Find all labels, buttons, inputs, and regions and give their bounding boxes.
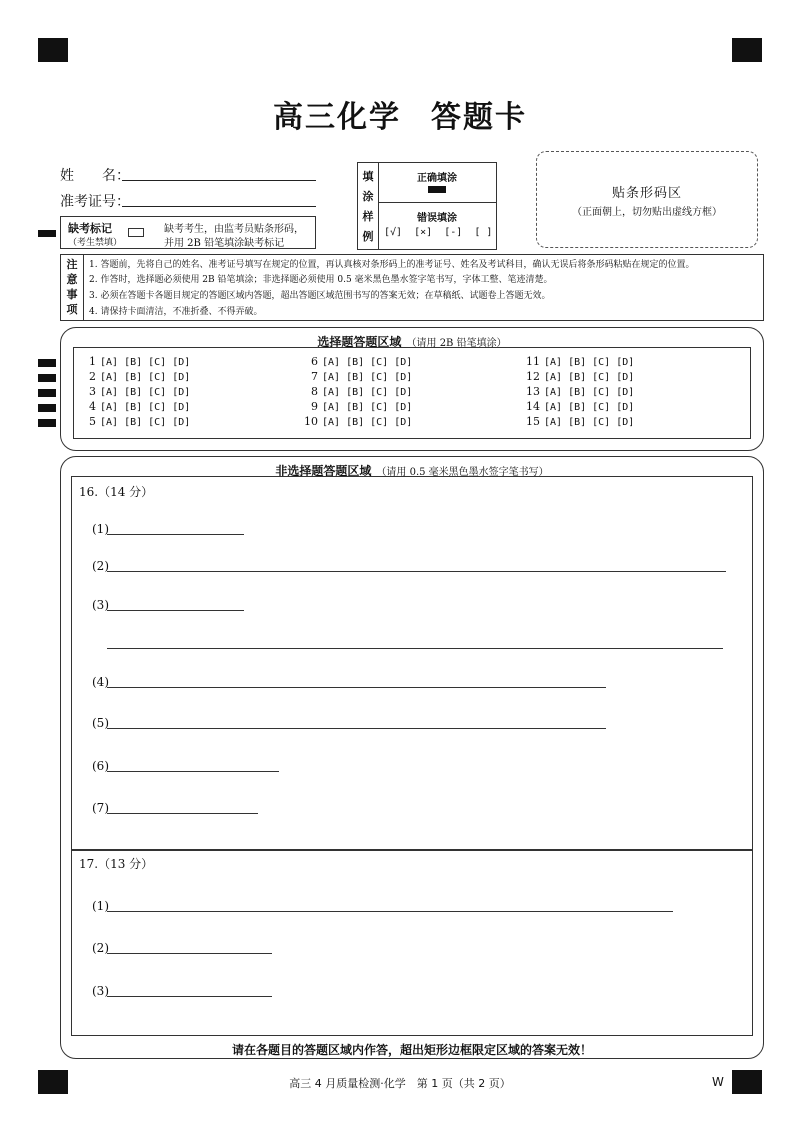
q16-part-5-answer[interactable]	[107, 728, 606, 729]
option-b[interactable]: [B]	[568, 417, 587, 428]
option-b[interactable]: [B]	[346, 372, 365, 383]
option-a[interactable]: [A]	[100, 402, 119, 413]
barcode-note: （正面朝上，切勿贴出虚线方框）	[572, 207, 722, 218]
option-a[interactable]: [A]	[100, 372, 119, 383]
q17-part-1-label: (1)	[92, 899, 109, 913]
notice-box	[60, 254, 764, 321]
option-b[interactable]: [B]	[346, 357, 365, 368]
choice-row[interactable]: 5 [A] [B] [C] [D]	[89, 415, 191, 428]
notice-item: 4. 请保持卡面清洁，不准折叠、不得弄破。	[89, 307, 263, 317]
q16-part-3-answer-extra[interactable]	[107, 648, 723, 649]
timing-marker	[38, 374, 56, 382]
q16-part-4-answer[interactable]	[107, 687, 606, 688]
option-d[interactable]: [D]	[394, 387, 413, 398]
option-c[interactable]: [C]	[592, 357, 611, 368]
corner-marker-top-right	[732, 38, 762, 62]
option-d[interactable]: [D]	[616, 387, 635, 398]
q17-header: 17.（13 分）	[79, 857, 154, 871]
wrong-sample-check: [√]	[384, 227, 403, 238]
option-d[interactable]: [D]	[172, 372, 191, 383]
option-b[interactable]: [B]	[346, 402, 365, 413]
option-c[interactable]: [C]	[370, 402, 389, 413]
absent-mark-note: （考生禁填）	[68, 238, 123, 248]
q17-part-3-label: (3)	[92, 984, 109, 998]
q17-answer-box	[71, 849, 753, 1036]
choice-row[interactable]: 1 [A] [B] [C] [D]	[89, 355, 191, 368]
correct-fill-sample	[428, 186, 446, 193]
option-a[interactable]: [A]	[100, 357, 119, 368]
wrong-sample-partial: [ ]	[474, 227, 493, 238]
option-c[interactable]: [C]	[148, 372, 167, 383]
q16-part-2-answer[interactable]	[107, 571, 726, 572]
choice-section-subtitle: （请用 2B 铅笔填涂）	[406, 338, 507, 349]
wrong-sample-dash: [-]	[444, 227, 463, 238]
wrong-fill-samples	[384, 227, 492, 238]
option-b[interactable]: [B]	[124, 402, 143, 413]
option-c[interactable]: [C]	[370, 387, 389, 398]
q16-part-5-label: (5)	[92, 716, 109, 730]
option-a[interactable]: [A]	[322, 372, 341, 383]
option-b[interactable]: [B]	[124, 357, 143, 368]
choice-row[interactable]: 11 [A] [B] [C] [D]	[526, 355, 635, 368]
exam-number-field[interactable]	[122, 206, 316, 207]
option-a[interactable]: [A]	[322, 357, 341, 368]
q17-part-2-answer[interactable]	[107, 953, 272, 954]
option-c[interactable]: [C]	[592, 372, 611, 383]
q16-part-7-answer[interactable]	[107, 813, 258, 814]
absent-instruction-1: 缺考考生，由监考员贴条形码，	[164, 224, 304, 235]
timing-marker	[38, 404, 56, 412]
q16-part-4-label: (4)	[92, 675, 109, 689]
option-b[interactable]: [B]	[568, 402, 587, 413]
q16-part-6-label: (6)	[92, 759, 109, 773]
q16-part-3-label: (3)	[92, 598, 109, 612]
option-d[interactable]: [D]	[616, 372, 635, 383]
wrong-sample-cross: [×]	[414, 227, 433, 238]
q16-part-1-label: (1)	[92, 522, 109, 536]
wrong-fill-label: 错误填涂	[417, 213, 457, 224]
option-b[interactable]: [B]	[124, 372, 143, 383]
choice-row[interactable]: 7 [A] [B] [C] [D]	[311, 370, 413, 383]
option-d[interactable]: [D]	[172, 357, 191, 368]
nonchoice-section-subtitle: （请用 0.5 毫米黑色墨水签字笔书写）	[376, 467, 549, 478]
option-a[interactable]: [A]	[100, 417, 119, 428]
choice-row[interactable]: 10 [A] [B] [C] [D]	[304, 415, 413, 428]
option-b[interactable]: [B]	[568, 372, 587, 383]
choice-row[interactable]: 14 [A] [B] [C] [D]	[526, 400, 635, 413]
footer-corner-letter: W	[712, 1075, 724, 1089]
timing-marker	[38, 230, 56, 237]
choice-row[interactable]: 4 [A] [B] [C] [D]	[89, 400, 191, 413]
fill-example-box	[357, 162, 497, 250]
title-card: 答题卡	[431, 100, 527, 135]
option-d[interactable]: [D]	[394, 417, 413, 428]
page-footer: 高三 4 月质量检测·化学 第 1 页（共 2 页）	[289, 1077, 511, 1090]
q17-part-3-answer[interactable]	[107, 996, 272, 997]
choice-row[interactable]: 3 [A] [B] [C] [D]	[89, 385, 191, 398]
option-a[interactable]: [A]	[322, 417, 341, 428]
choice-row[interactable]: 12 [A] [B] [C] [D]	[526, 370, 635, 383]
option-c[interactable]: [C]	[148, 357, 167, 368]
q16-part-6-answer[interactable]	[107, 771, 279, 772]
barcode-title: 贴条形码区	[611, 186, 682, 201]
option-b[interactable]: [B]	[124, 417, 143, 428]
option-d[interactable]: [D]	[172, 417, 191, 428]
choice-row[interactable]: 6 [A] [B] [C] [D]	[311, 355, 413, 368]
option-d[interactable]: [D]	[616, 417, 635, 428]
option-c[interactable]: [C]	[148, 402, 167, 413]
option-d[interactable]: [D]	[394, 357, 413, 368]
correct-fill-label: 正确填涂	[417, 173, 457, 184]
option-a[interactable]: [A]	[322, 387, 341, 398]
q17-part-1-answer[interactable]	[107, 911, 673, 912]
barcode-area[interactable]	[536, 151, 758, 248]
absent-mark-label: 缺考标记	[68, 222, 112, 235]
option-d[interactable]: [D]	[172, 387, 191, 398]
absent-instruction-2: 并用 2B 铅笔填涂缺考标记	[164, 238, 285, 249]
timing-marker	[38, 359, 56, 367]
option-d[interactable]: [D]	[394, 402, 413, 413]
choice-row[interactable]: 2 [A] [B] [C] [D]	[89, 370, 191, 383]
option-c[interactable]: [C]	[592, 417, 611, 428]
timing-marker	[38, 419, 56, 427]
q16-answer-box	[71, 476, 753, 851]
corner-marker-top-left	[38, 38, 68, 62]
absent-mark-checkbox[interactable]	[128, 228, 144, 237]
fill-example-side-label: 填 涂 样 例	[362, 170, 374, 243]
option-a[interactable]: [A]	[322, 402, 341, 413]
notice-item: 2. 作答时，选择题必须使用 2B 铅笔填涂；非选择题必须使用 0.5 毫米黑色墨水签字笔书写，字体工整、笔迹清楚。	[89, 275, 553, 285]
absent-mark-box	[60, 216, 316, 249]
option-b[interactable]: [B]	[124, 387, 143, 398]
option-a[interactable]: [A]	[544, 402, 563, 413]
choice-row[interactable]: 9 [A] [B] [C] [D]	[311, 400, 413, 413]
option-c[interactable]: [C]	[370, 357, 389, 368]
choice-section-title: 选择题答题区域	[317, 335, 402, 349]
choice-row[interactable]: 13 [A] [B] [C] [D]	[526, 385, 635, 398]
option-b[interactable]: [B]	[568, 387, 587, 398]
option-a[interactable]: [A]	[544, 357, 563, 368]
name-label: 姓 名：	[60, 168, 130, 184]
option-a[interactable]: [A]	[544, 387, 563, 398]
choice-row[interactable]: 15 [A] [B] [C] [D]	[526, 415, 635, 428]
notice-side-label: 注 意 事 项	[66, 258, 78, 316]
exam-number-label: 准考证号：	[60, 194, 130, 210]
choice-row[interactable]: 8 [A] [B] [C] [D]	[311, 385, 413, 398]
q16-part-2-label: (2)	[92, 559, 109, 573]
q16-part-3-answer[interactable]	[107, 610, 244, 611]
option-c[interactable]: [C]	[148, 387, 167, 398]
q16-header: 16.（14 分）	[79, 485, 154, 499]
q16-part-1-answer[interactable]	[107, 534, 244, 535]
q17-part-2-label: (2)	[92, 941, 109, 955]
q16-part-7-label: (7)	[92, 801, 109, 815]
option-b[interactable]: [B]	[346, 387, 365, 398]
nonchoice-section-title: 非选择题答题区域	[275, 464, 372, 478]
option-d[interactable]: [D]	[616, 402, 635, 413]
option-c[interactable]: [C]	[370, 372, 389, 383]
option-c[interactable]: [C]	[370, 417, 389, 428]
nonchoice-warning: 请在各题目的答题区域内作答，超出矩形边框限定区域的答案无效！	[231, 1043, 592, 1057]
option-b[interactable]: [B]	[346, 417, 365, 428]
option-a[interactable]: [A]	[544, 417, 563, 428]
notice-item: 1. 答题前，先将自己的姓名、准考证号填写在规定的位置，再认真核对条形码上的准考证号、姓名及考试科目，确认无误后将条形码粘贴在规定的位置。	[89, 260, 695, 270]
option-c[interactable]: [C]	[592, 387, 611, 398]
title-subject: 高三化学	[273, 100, 401, 135]
option-d[interactable]: [D]	[172, 402, 191, 413]
notice-item: 3. 必须在答题卡各题目规定的答题区域内答题，超出答题区域范围书写的答案无效；在草稿纸、试题卷上答题无效。	[89, 291, 551, 301]
page-title	[0, 92, 800, 136]
option-d[interactable]: [D]	[616, 357, 635, 368]
name-field[interactable]	[122, 180, 316, 181]
timing-marker	[38, 389, 56, 397]
option-a[interactable]: [A]	[100, 387, 119, 398]
option-d[interactable]: [D]	[394, 372, 413, 383]
option-a[interactable]: [A]	[544, 372, 563, 383]
option-c[interactable]: [C]	[592, 402, 611, 413]
option-b[interactable]: [B]	[568, 357, 587, 368]
option-c[interactable]: [C]	[148, 417, 167, 428]
